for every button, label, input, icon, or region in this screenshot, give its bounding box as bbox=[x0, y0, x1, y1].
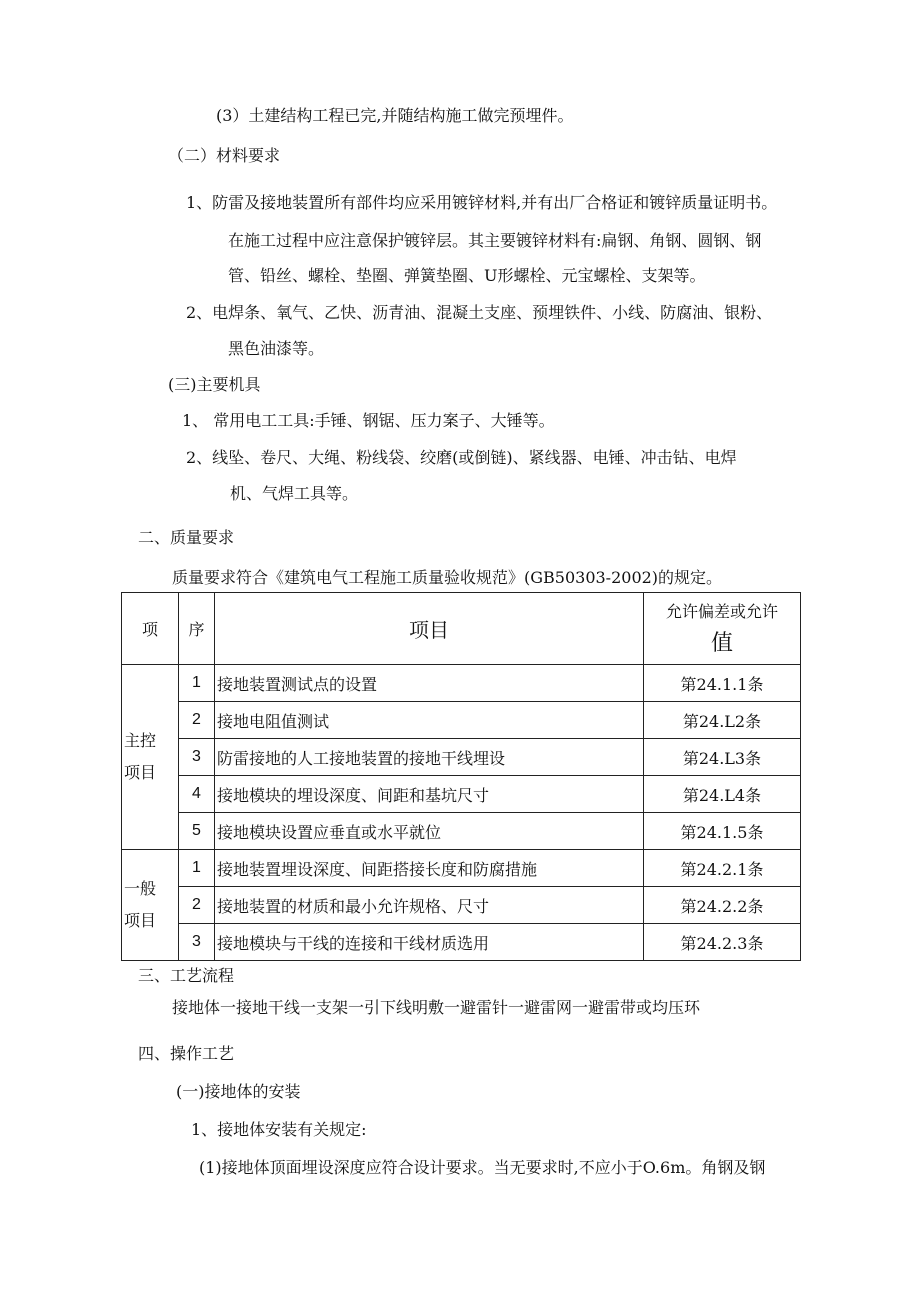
text-line: 2、电焊条、氧气、乙快、沥青油、混凝土支座、预埋铁件、小线、防腐油、银粉、 bbox=[186, 303, 773, 322]
text-line: 管、铅丝、螺栓、垫圈、弹簧垫圈、U形螺栓、元宝螺栓、支架等。 bbox=[228, 266, 706, 285]
text-line: (1)接地体顶面埋设深度应符合设计要求。当无要求时,不应小于O.6m。角钢及钢 bbox=[199, 1158, 766, 1177]
row-number: 5 bbox=[179, 813, 215, 850]
text-line: (3）土建结构工程已完,并随结构施工做完预埋件。 bbox=[216, 106, 574, 125]
text-line: 黑色油漆等。 bbox=[228, 339, 325, 358]
table-row bbox=[122, 887, 801, 924]
table-row bbox=[122, 924, 801, 961]
row-number: 4 bbox=[179, 776, 215, 813]
table-row bbox=[122, 702, 801, 739]
chapter-heading: 三、工艺流程 bbox=[138, 966, 235, 985]
row-value: 第24.L3条 bbox=[644, 739, 801, 776]
row-item: 接地模块的埋设深度、间距和基坑尺寸 bbox=[215, 776, 644, 813]
header-value bbox=[644, 593, 801, 665]
row-value: 第24.L2条 bbox=[644, 702, 801, 739]
section-heading: （二）材料要求 bbox=[168, 146, 281, 165]
row-number: 3 bbox=[179, 739, 215, 776]
header-item bbox=[215, 593, 644, 665]
row-item: 防雷接地的人工接地装置的接地干线埋设 bbox=[215, 739, 644, 776]
chapter-heading: 二、质量要求 bbox=[138, 528, 235, 547]
text-line: 机、气焊工具等。 bbox=[230, 484, 359, 503]
text-line: 2、线坠、卷尺、大绳、粉线袋、绞磨(或倒链)、紧线器、电锤、冲击钻、电焊 bbox=[186, 448, 737, 467]
text-line: 1、防雷及接地装置所有部件均应采用镀锌材料,并有出厂合格证和镀锌质量证明书。 bbox=[186, 193, 778, 212]
table-row bbox=[122, 665, 801, 702]
group-label-main-control: 主控 项目 bbox=[122, 665, 179, 850]
row-value: 第24.2.2条 bbox=[644, 887, 801, 924]
section-heading: (一)接地体的安装 bbox=[176, 1082, 301, 1101]
text-line: 1、接地体安装有关规定: bbox=[191, 1120, 367, 1139]
text-line: 接地体一接地干线一支架一引下线明敷一避雷针一避雷网一避雷带或均压环 bbox=[172, 998, 701, 1017]
quality-table bbox=[121, 592, 801, 961]
row-item: 接地装置测试点的设置 bbox=[215, 665, 644, 702]
row-number: 2 bbox=[179, 702, 215, 739]
row-item: 接地装置的材质和最小允许规格、尺寸 bbox=[215, 887, 644, 924]
header-category: 项 bbox=[122, 593, 179, 665]
table-header-row bbox=[122, 593, 801, 665]
row-value: 第24.1.1条 bbox=[644, 665, 801, 702]
row-number: 1 bbox=[179, 665, 215, 702]
section-heading: (三)主要机具 bbox=[168, 375, 261, 394]
text-line: 质量要求符合《建筑电气工程施工质量验收规范》(GB50303-2002)的规定。 bbox=[172, 568, 723, 587]
row-item: 接地电阻值测试 bbox=[215, 702, 644, 739]
row-value: 第24.1.5条 bbox=[644, 813, 801, 850]
row-item: 接地装置埋设深度、间距搭接长度和防腐措施 bbox=[215, 850, 644, 887]
table-row bbox=[122, 850, 801, 887]
row-value: 第24.L4条 bbox=[644, 776, 801, 813]
header-number: 序 bbox=[179, 593, 215, 665]
table-row bbox=[122, 813, 801, 850]
chapter-heading: 四、操作工艺 bbox=[138, 1044, 235, 1063]
text-line: 1、 常用电工工具:手锤、钢锯、压力案子、大锤等。 bbox=[182, 411, 555, 430]
row-number: 2 bbox=[179, 887, 215, 924]
row-item: 接地模块与干线的连接和干线材质选用 bbox=[215, 924, 644, 961]
table-row bbox=[122, 739, 801, 776]
row-value: 第24.2.3条 bbox=[644, 924, 801, 961]
row-number: 3 bbox=[179, 924, 215, 961]
header-item-label: 项目 bbox=[409, 620, 449, 642]
table-row bbox=[122, 776, 801, 813]
text-line: 在施工过程中应注意保护镀锌层。其主要镀锌材料有:扁钢、角钢、圆钢、钢 bbox=[228, 231, 762, 250]
header-value-line2: 值 bbox=[710, 629, 733, 655]
row-item: 接地模块设置应垂直或水平就位 bbox=[215, 813, 644, 850]
group-label-general: 一般 项目 bbox=[122, 850, 179, 961]
header-value-line1: 允许偏差或允许 bbox=[665, 601, 778, 621]
row-number: 1 bbox=[179, 850, 215, 887]
row-value: 第24.2.1条 bbox=[644, 850, 801, 887]
